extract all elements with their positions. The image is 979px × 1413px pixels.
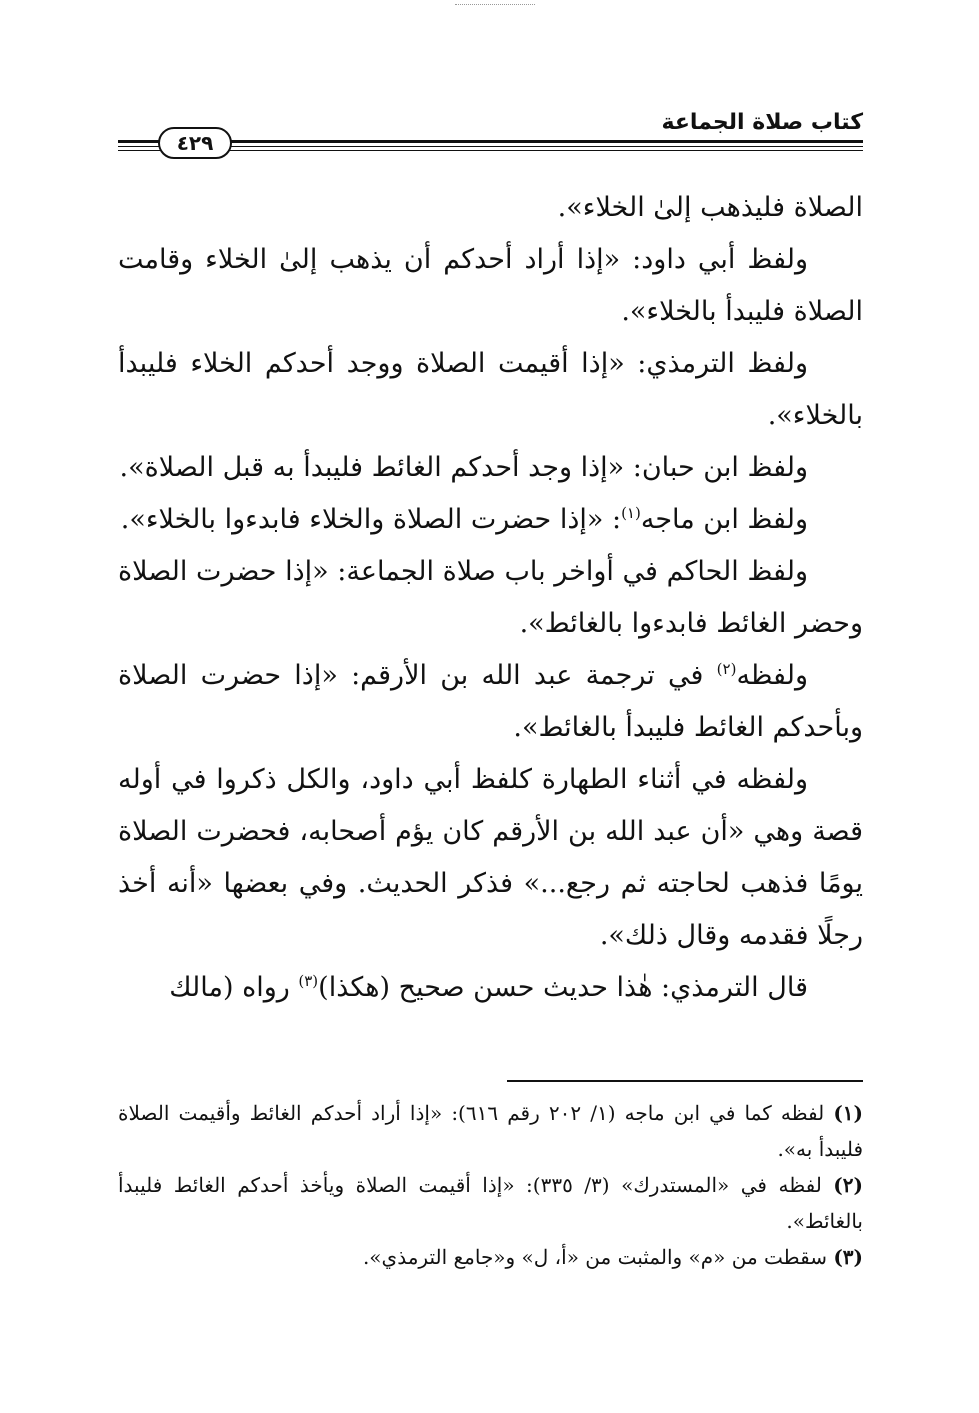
paragraph: ولفظه في أثناء الطهارة كلفظ أبي داود، والكل ذكروا في أوله قصة وهي «أن عبد الله بن الأرقم كان يؤم أصحابه، فحضرت الصلاة يومًا فذهب لحاجته ثم رجع...» فذكر الحديث. وفي بعضها «أنه أخذ رجلًا فقدمه وقال ذلك». (118, 764, 863, 951)
top-scan-mark (455, 4, 535, 5)
footnote (118, 1239, 863, 1275)
main-text (118, 182, 863, 1014)
paragraph: ولفظ الترمذي: «إذا أقيمت الصلاة ووجد أحدكم الخلاء فليبدأ بالخلاء». (118, 348, 863, 431)
footnote-number: (٣) (833, 1245, 863, 1269)
paragraph-text: في ترجمة عبد الله بن الأرقم: «إذا حضرت الصلاة وبأحدكم الغائط فليبدأ بالغائط». (118, 660, 863, 743)
paragraph (118, 650, 863, 754)
paragraph-text: ولفظ ابن ماجه (640, 504, 808, 535)
footnote-ref-3: (٣) (298, 972, 319, 990)
footnote-ref-1: (١) (621, 504, 641, 522)
paragraph-text: رواه (مالك (169, 972, 299, 1003)
paragraph-text: ولفظه (736, 660, 808, 691)
paragraph: ولفظ ابن حبان: «إذا وجد أحدكم الغائط فليبدأ به قبل الصلاة». (119, 452, 808, 483)
paragraph: ولفظ الحاكم في أواخر باب صلاة الجماعة: «إذا حضرت الصلاة وحضر الغائط فابدءوا بالغائط». (118, 556, 863, 639)
footnote-number: (٢) (833, 1173, 863, 1197)
footnote (118, 1095, 863, 1167)
book-title: كتاب صلاة الجماعة (656, 110, 863, 135)
footnote-text: لفظه في «المستدرك» (٣/ ٣٣٥): «إذا أقيمت الصلاة ويأخذ أحدكم الغائط فليبدأ بالغائط». (118, 1173, 863, 1233)
footnote-text: لفظه كما في ابن ماجه (١/ ٢٠٢ رقم ٦١٦): «إذا أراد أحدكم الغائط وأقيمت الصلاة فليبدأ به». (118, 1101, 863, 1161)
footnote-number: (١) (833, 1101, 864, 1125)
footnote-separator (507, 1080, 863, 1082)
footnotes (118, 1095, 863, 1275)
footnote-ref-2: (٢) (716, 660, 737, 678)
paragraph: الصلاة فليذهب إلىٰ الخلاء». (557, 192, 863, 223)
paragraph-text: قال الترمذي: هٰذا حديث حسن صحيح (هكذا) (318, 972, 808, 1003)
paragraph (118, 494, 863, 546)
paragraph-text: : «إذا حضرت الصلاة والخلاء فابدءوا بالخلاء». (120, 504, 622, 535)
paragraph (118, 962, 863, 1014)
page-header (118, 110, 863, 170)
paragraph: ولفظ أبي داود: «إذا أراد أحدكم أن يذهب إلىٰ الخلاء وقامت الصلاة فليبدأ بالخلاء». (118, 244, 863, 327)
footnote-text: سقطت من «م» والمثبت من «أ، ل» و«جامع الترمذي». (362, 1245, 827, 1269)
page-number: ٤٢٩ (158, 127, 232, 159)
footnote (118, 1167, 863, 1239)
